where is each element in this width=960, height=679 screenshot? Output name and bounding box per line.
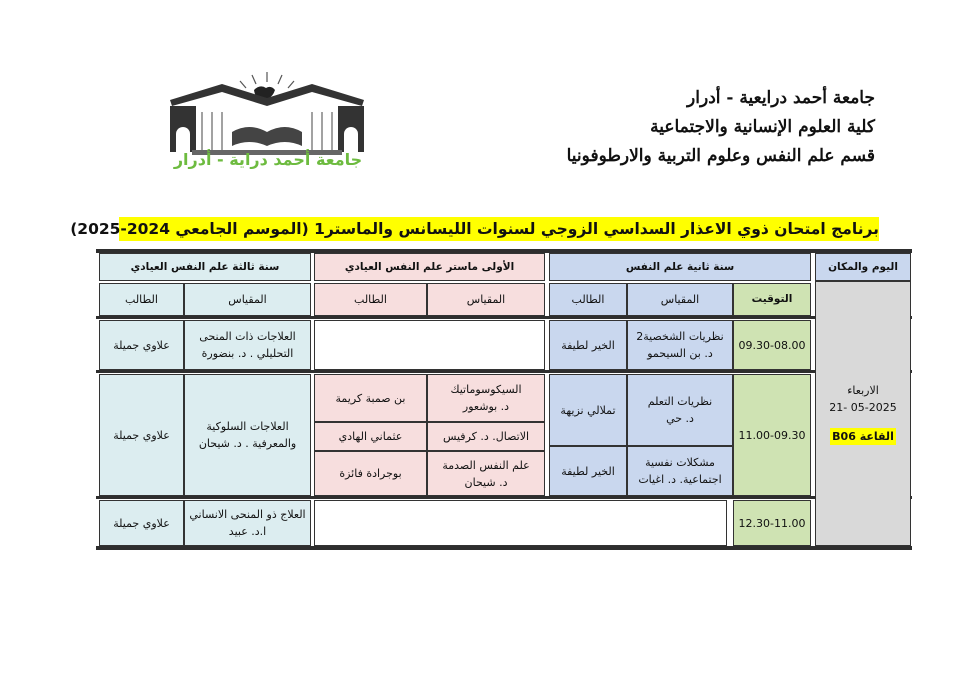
section-third-year: سنة ثالثة علم النفس العيادي [99,253,311,281]
subject-name: السيكوسوماتيك [450,383,522,396]
empty-cell [314,500,727,546]
exam-date: 21- 05-2025 [829,401,897,414]
exam-room: القاعة B06 [832,430,894,443]
subject-name: مشكلات نفسية [645,456,715,469]
time-slot-3: 12.30-11.00 [733,500,811,546]
subject-teacher: التحليلي . د. بنضورة [201,347,294,360]
university-name: جامعة أحمد درايعية - أدرار [687,88,875,108]
subject-cell [184,320,311,370]
subject-cell: الاتصال. د. كرفيس [427,422,545,451]
empty-cell [314,320,545,370]
time-slot-1: 09.30-08.00 [733,320,811,370]
table-divider [96,496,912,499]
subject-teacher: د. بن السيحمو [647,347,713,360]
subject-name: علم النفس الصدمة [442,458,530,472]
col-subject-header: المقياس [184,283,311,316]
subject-name: العلاجات السلوكية [206,420,289,433]
section-second-year: سنة ثانية علم النفس [549,253,811,281]
col-time-header: التوقيت [733,283,811,316]
subject-teacher: د. شيحان [464,475,508,489]
subject-cell [184,500,311,546]
col-student-header: الطالب [549,283,627,316]
logo-caption: جامعة أحمد دراية - أدرار [173,150,363,169]
faculty-name: كلية العلوم الإنسانية والاجتماعية [650,117,875,137]
student-cell: الخير لطيفة [549,320,627,370]
subject-name: العلاج ذو المنحى الانساني [189,508,306,521]
subject-cell [627,374,733,446]
department-name: قسم علم النفس وعلوم التربية والارطوفونيا [566,146,875,166]
subject-name: نظريات التعلم [647,395,713,408]
subject-teacher: اجتماعية. د. اغيات [638,473,722,486]
table-divider [96,370,912,373]
exam-day: الاربعاء [847,384,879,397]
student-cell: علاوي جميلة [99,320,184,370]
subject-cell [184,374,311,496]
subject-name: نظريات الشخصية2 [636,330,724,343]
col-student-header: الطالب [99,283,184,316]
subject-teacher: د. حي [666,412,694,425]
subject-cell [627,446,733,496]
institution-header [567,84,875,171]
subject-teacher: ا.د. عبيد [228,525,267,538]
page-title: برنامج امتحان ذوي الاعذار السداسي الزوجي لسنوات الليسانس والماستر1 (الموسم الجامعي 2024-2025) [119,217,879,241]
day-place-cell [815,281,911,546]
student-cell: تملالي نزيهة [549,374,627,446]
subject-cell [427,451,545,496]
subject-cell [427,374,545,422]
time-slot-2: 11.00-09.30 [733,374,811,496]
section-master1: الأولى ماستر علم النفس العيادي [314,253,545,281]
student-cell: بن صمبة كريمة [314,374,427,422]
col-subject-header: المقياس [627,283,733,316]
subject-cell [627,320,733,370]
student-cell: علاوي جميلة [99,374,184,496]
day-place-header: اليوم والمكان [815,253,911,281]
student-cell: الخير لطيفة [549,446,627,496]
col-subject-header: المقياس [427,283,545,316]
student-cell: عثماني الهادي [314,422,427,451]
student-cell: علاوي جميلة [99,500,184,546]
table-border-bottom [96,546,912,550]
subject-name: العلاجات ذات المنحى [199,330,296,343]
table-divider [96,316,912,319]
subject-teacher: د. بوشعور [462,400,510,413]
subject-teacher: والمعرفية . د. شيحان [198,437,297,450]
col-student-header: الطالب [314,283,427,316]
student-cell: بوجرادة فائزة [314,451,427,496]
